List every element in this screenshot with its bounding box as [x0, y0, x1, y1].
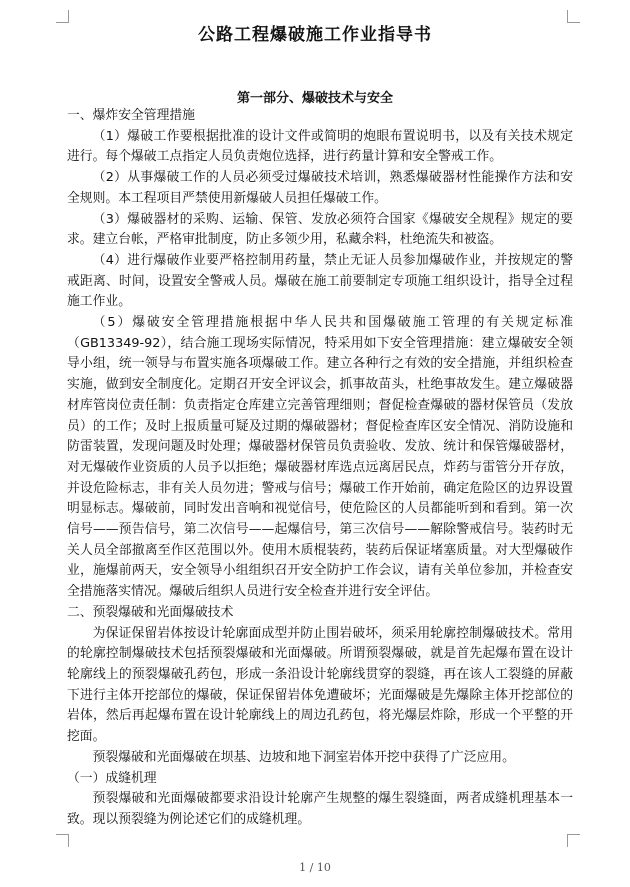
paragraph-4: （4）进行爆破作业要严格控制用药量，禁止无证人员参加爆破作业，并按规定的警戒距离、时间，设置安全警戒人员。爆破在施工前要制定专项施工组织设计，指导全过程施工作业。	[67, 252, 573, 310]
part-title: 第一部分、爆破技术与安全	[236, 91, 393, 106]
crop-mark-bottom-left	[56, 834, 69, 847]
section-heading-2: 二、预裂爆破和光面爆破技术	[67, 604, 234, 620]
paragraph-1: （1）爆破工作要根据批准的设计文件或简明的炮眼布置说明书，以及有关技术规定进行。每个爆破工点指定人员负责炮位选择，进行药量计算和安全警戒工作。	[67, 128, 573, 165]
subsection-heading-1: （一）成缝机理	[67, 770, 157, 786]
paragraph-8: 预裂爆破和光面爆破都要求沿设计轮廓产生规整的爆生裂缝面，两者成缝机理基本一致。现以预裂缝为例论述它们的成缝机理。	[67, 791, 573, 827]
paragraph-6: 为保证保留岩体按设计轮廓面成型并防止围岩破坏，须采用轮廓控制爆破技术。常用的轮廓控制爆破技术包括预裂爆破和光面爆破。所谓预裂爆破，就是首先起爆布置在设计轮廓线上的预裂爆破孔药包，形成一条沿设计轮廓线贯穿的裂缝，再在该人工裂缝的屏蔽下进行主体开挖部位的爆破，保证保留岩体免遭破坏；光面爆破是先爆除主体开挖部位的岩体，然后再起爆布置在设计轮廓线上的周边孔药包，将光爆层炸除，形成一个平整的开挖面。	[67, 625, 573, 745]
paragraph-5: （5）爆破安全管理措施根据中华人民共和国爆破施工管理的有关规定标准（GB13349-92），结合施工现场实际情况，特采用如下安全管理措施：建立爆破安全领导小组，统一领导与布置实施各项爆破工作。建立各种行之有效的安全措施，并组织检查实施，做到安全制度化。定期召开安全评议会，抓事故苗头，杜绝事故发生。建立爆破器材库管岗位责任制：负责指定仓库建立完善管理细则；督促检查爆破的器材保管员（发放员）的工作；及时上报质量可疑及过期的爆破器材；督促检查库区安全情况、消防设施和防雷装置，发现问题及时处理；爆破器材保管员负责验收、发放、统计和保管爆破器材，对无爆破作业资质的人员予以拒绝；爆破器材库选点远离居民点，炸药与雷管分开存放，并设危险标志，非有关人员勿进；警戒与信号；爆破工作开始前，确定危险区的边界设置明显标志。爆破前，同时发出音响和视觉信号，使危险区的人员都能听到和看到。第一次信号——预告信号，第二次信号——起爆信号，第三次信号——解除警戒信号。装药时无关人员全部撤离至作区范围以外。使用木质棍装药，装药后保证堵塞质量。对大型爆破作业，施爆前两天，安全领导小组组织召开安全防护工作会议，请有关单位参加，并检查安全措施落实情况。爆破后组织人员进行安全检查并进行安全评估。	[67, 315, 573, 600]
document-title: 公路工程爆破施工作业指导书	[198, 25, 432, 45]
document-body	[67, 106, 573, 831]
section-heading-1: 一、爆炸安全管理措施	[67, 108, 195, 123]
page-number: 1 / 10	[299, 861, 331, 874]
paragraph-3: （3）爆破器材的采购、运输、保管、发放必须符合国家《爆破安全规程》规定的要求。建立台帐，严格审批制度，防止多领少用，私藏余料，杜绝流失和被盗。	[67, 211, 573, 248]
crop-mark-bottom-right	[567, 834, 580, 847]
paragraph-2: （2）从事爆破工作的人员必须受过爆破技术培训，熟悉爆破器材性能操作方法和安全规则。本工程项目严禁使用新爆破人员担任爆破工作。	[67, 170, 573, 206]
paragraph-7: 预裂爆破和光面爆破在坝基、边坡和地下洞室岩体开挖中获得了广泛应用。	[92, 749, 515, 765]
